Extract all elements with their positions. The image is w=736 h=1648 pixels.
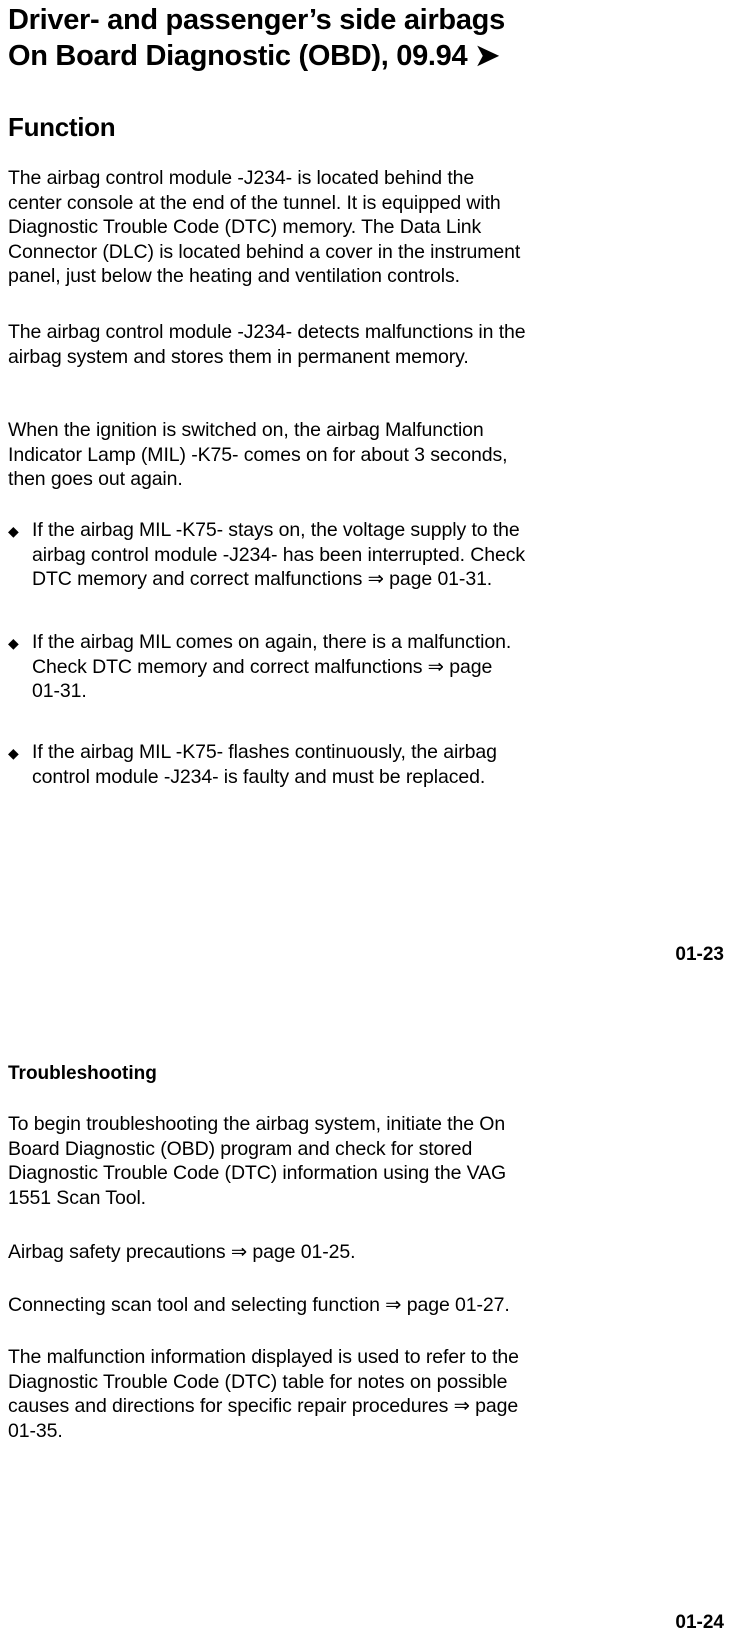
troubleshooting-paragraph-3	[8, 1293, 723, 1318]
bullet-diamond-icon: ◆	[8, 745, 19, 761]
link-safety-precautions: Airbag safety precautions ⇒ page 01-25.	[8, 1241, 356, 1263]
continue-arrow-icon: ➤	[475, 40, 500, 72]
bullet-diamond-icon: ◆	[8, 635, 19, 651]
page-number-1: 01-23	[675, 944, 724, 965]
troubleshooting-heading: Troubleshooting	[8, 1063, 157, 1084]
function-paragraph-3: When the ignition is switched on, the airbag Malfunction Indicator Lamp (MIL) -K75- comes on for about 3 seconds, then goes out again.	[8, 419, 508, 490]
troubleshooting-paragraph-1: To begin troubleshooting the airbag system, initiate the On Board Diagnostic (OBD) program and check for stored Diagnostic Trouble Code (DTC) information using the VAG 1551 Scan Tool.	[8, 1113, 507, 1209]
title-line-2-text: On Board Diagnostic (OBD), 09.94	[8, 40, 468, 72]
troubleshooting-paragraph-4: The malfunction information displayed is used to refer to the Diagnostic Trouble Code (DTC) table for notes on possible causes and directions for specific repair procedures ⇒ page 01-35.	[8, 1346, 519, 1442]
function-heading: Function	[8, 112, 116, 142]
page-number-2: 01-24	[675, 1612, 724, 1633]
bullet-diamond-icon: ◆	[8, 523, 19, 539]
troubleshooting-paragraph-2	[8, 1240, 723, 1265]
function-paragraph-2: The airbag control module -J234- detects malfunctions in the airbag system and stores them in permanent memory.	[8, 321, 526, 368]
link-connecting-scan-tool: Connecting scan tool and selecting function ⇒ page 01-27.	[8, 1294, 510, 1316]
page-title	[8, 2, 728, 74]
function-paragraph-1: The airbag control module -J234- is located behind the center console at the end of the tunnel. It is equipped with Diagnostic Trouble Code (DTC) memory. The Data Link Connector (DLC) is located behind a cover in the instrument panel, just below the heating and ventilation controls.	[8, 167, 521, 287]
title-line-1: Driver- and passenger’s side airbags	[8, 4, 505, 36]
title-line-2	[8, 38, 728, 74]
